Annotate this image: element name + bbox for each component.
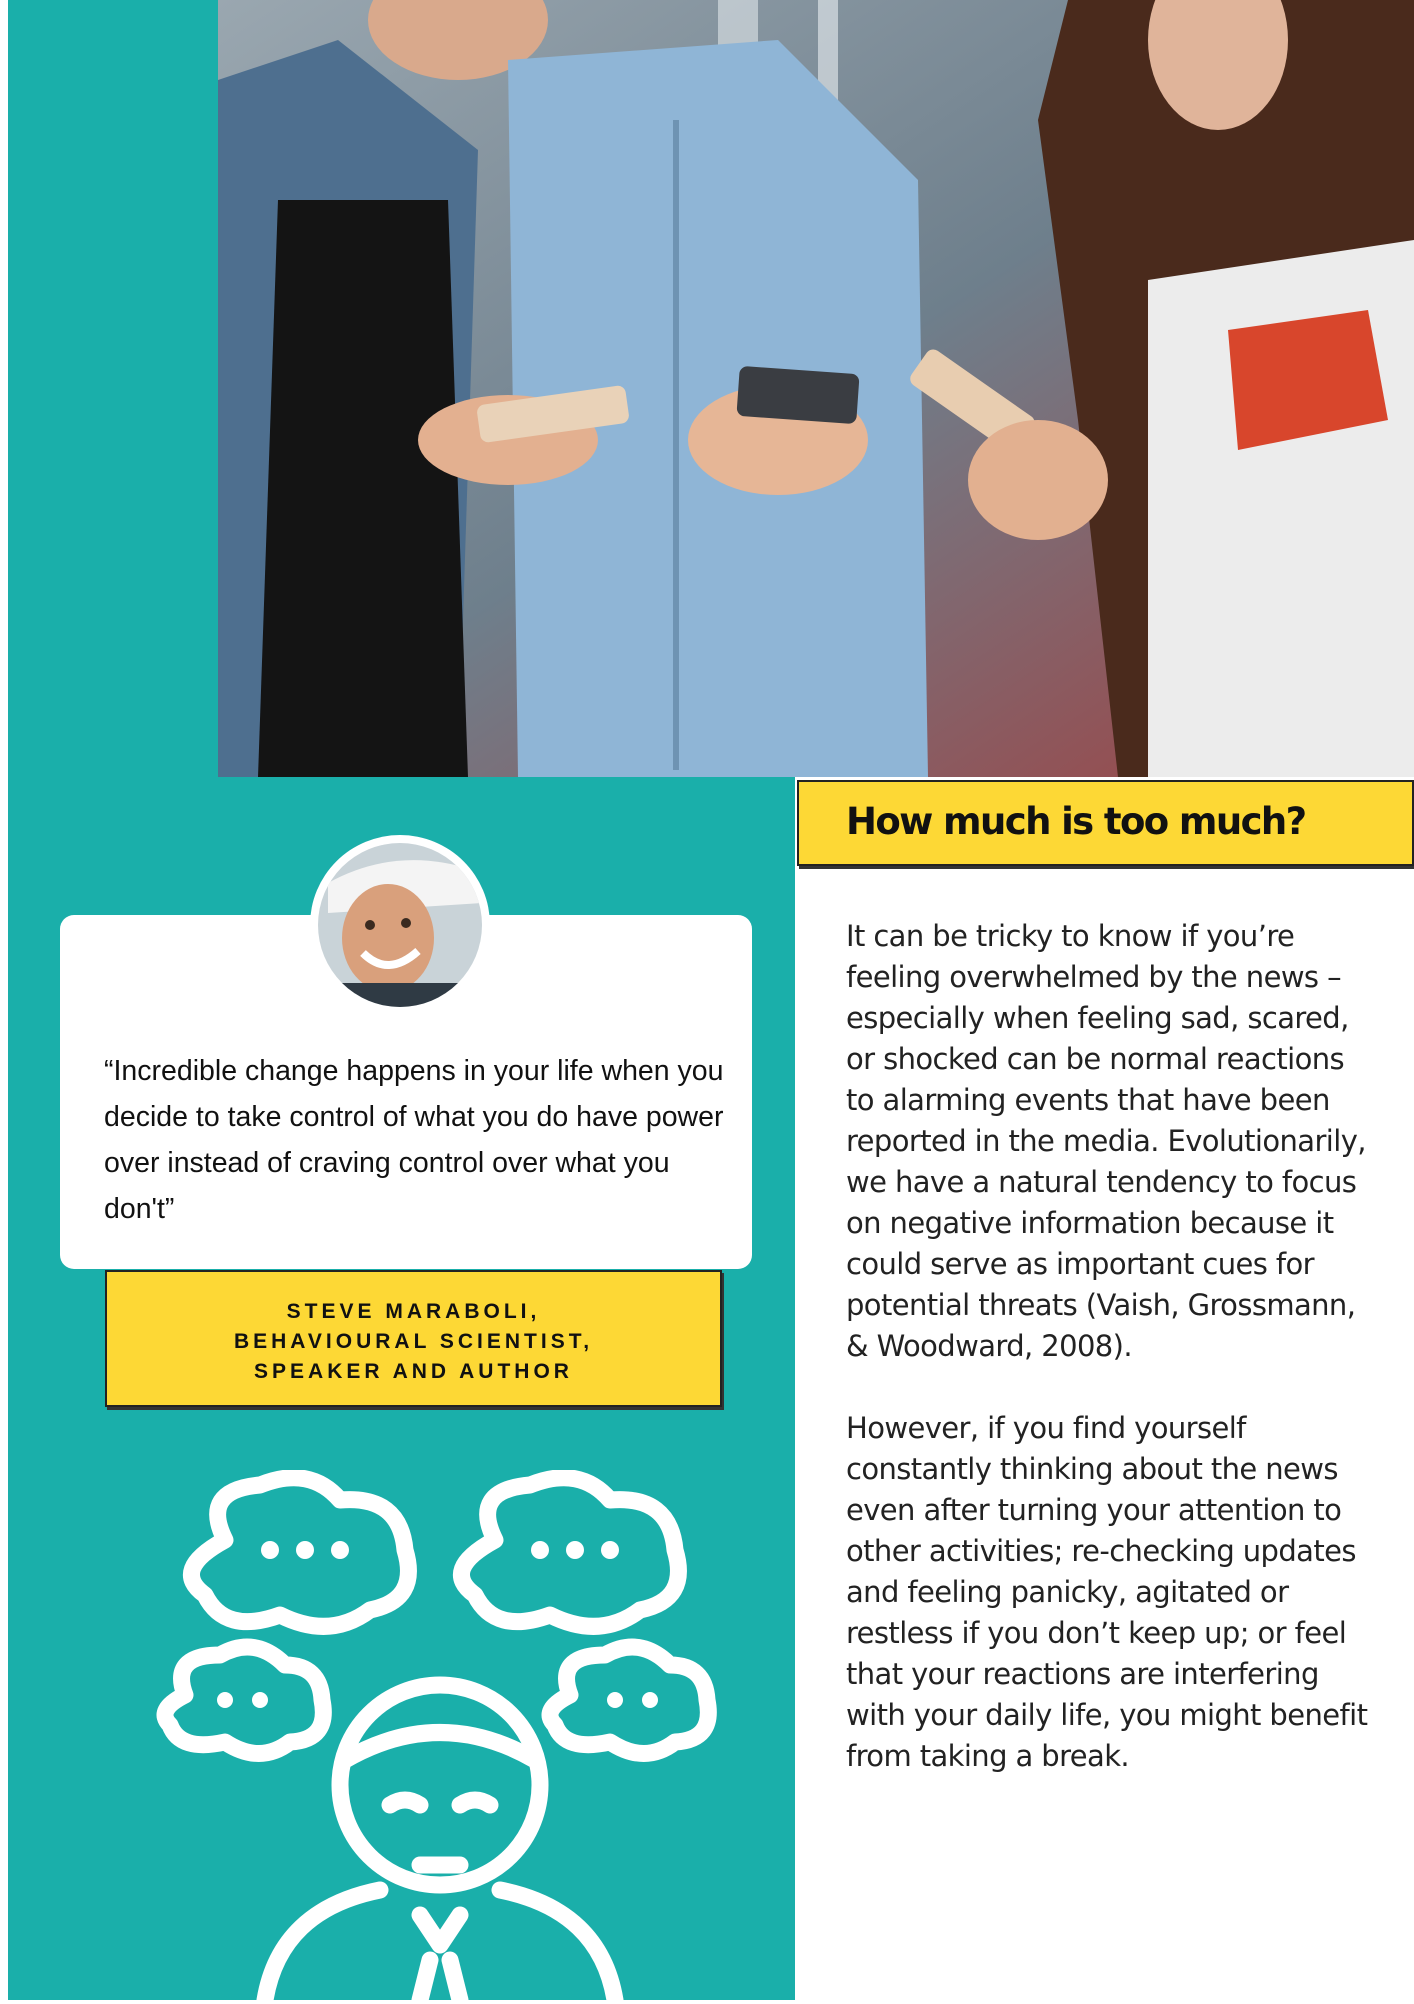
section-heading: How much is too much? (846, 800, 1306, 843)
attribution-line: BEHAVIOURAL SCIENTIST, (233, 1330, 594, 1353)
thought-bubble-icon (550, 1647, 708, 1754)
attribution (107, 1297, 720, 1387)
paragraph: However, if you find yourself constantly thinking about the news even after turning your attention to other activities; re-checking updates and feeling panicky, agitated or restless if you don’t keep up; or feel that your reactions are interfering with your daily life, you might benefit from taking a break. (846, 1411, 1368, 1773)
overwhelmed-person-illustration (150, 1470, 730, 2000)
section-heading-box (797, 780, 1414, 866)
quote-text: “Incredible change happens in your life when you decide to take control of what you do have power over instead of craving control over what you don't” (104, 1055, 724, 1225)
attribution-line: STEVE MARABOLI, (286, 1300, 541, 1323)
speaker-avatar (310, 835, 490, 1015)
thought-bubble-icon (165, 1647, 323, 1754)
article-body (846, 916, 1376, 1818)
hero-photo (218, 0, 1414, 777)
attribution-line: SPEAKER AND AUTHOR (254, 1360, 573, 1383)
head-icon (340, 1685, 540, 1885)
attribution-box (105, 1270, 722, 1407)
paragraph: It can be tricky to know if you’re feeling overwhelmed by the news – especially when feeling sad, scared, or shocked can be normal reactions to alarming events that have been reported in the media. Evolutionarily, we have a natural tendency to focus on negative information because it could serve as important cues for potential threats (Vaish, Grossmann, & Woodward, 2008). (846, 919, 1366, 1363)
